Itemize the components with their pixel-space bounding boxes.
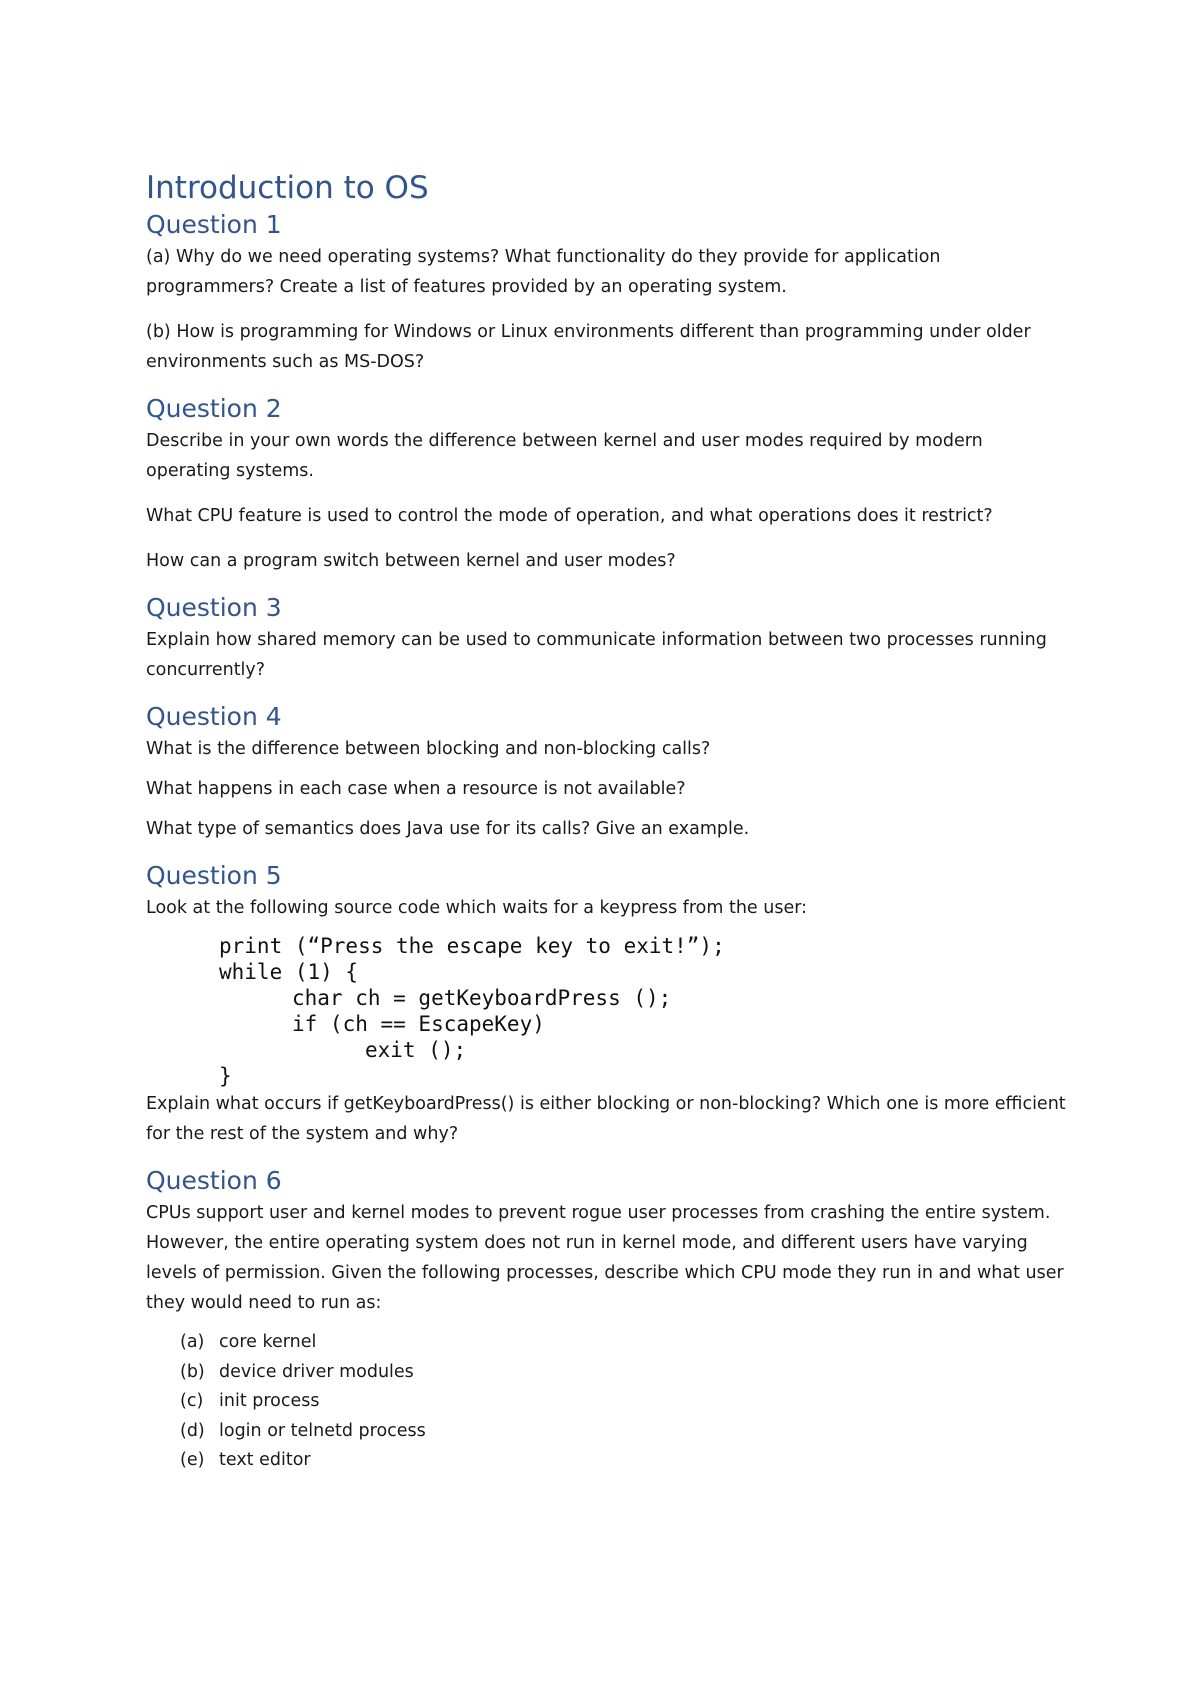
question-2-paragraph: Describe in your own words the difference between kernel and user modes required by modern operating systems. <box>146 431 983 481</box>
question-4-paragraph: What is the difference between blocking and non-blocking calls? <box>146 739 711 759</box>
question-6-intro: CPUs support user and kernel modes to prevent rogue user processes from crashing the entire system. However, the entire operating system does not run in kernel mode, and different users have varying levels of permission. Given the following processes, describe which CPU mode they run in and what user they would need to run as: <box>146 1203 1064 1313</box>
question-1-part-a: (a) Why do we need operating systems? What functionality do they provide for application programmers? Create a list of features provided by an operating system. <box>146 247 941 297</box>
code-line: exit (); <box>365 1038 467 1062</box>
list-item <box>180 1358 1066 1388</box>
question-3-heading: Question 3 <box>146 593 282 622</box>
list-item-text: login or telnetd process <box>219 1420 426 1441</box>
list-item-text: text editor <box>219 1450 311 1471</box>
question-5-heading: Question 5 <box>146 861 282 890</box>
question-1-part-b: (b) How is programming for Windows or Linux environments different than programming under older environments such as MS-DOS? <box>146 322 1031 372</box>
code-line: while (1) { <box>219 960 359 984</box>
code-block <box>146 933 1066 1089</box>
question-5-intro: Look at the following source code which waits for a keypress from the user: <box>146 898 808 918</box>
document-title: Introduction to OS <box>146 170 429 206</box>
process-list <box>146 1328 1066 1476</box>
question-5-outro: Explain what occurs if getKeyboardPress() is either blocking or non-blocking? Which one is more efficient for the rest of the system and why? <box>146 1094 1066 1144</box>
code-line: } <box>219 1064 232 1088</box>
question-4-paragraph: What happens in each case when a resource is not available? <box>146 779 686 799</box>
list-marker: (c) <box>180 1391 204 1412</box>
code-line: char ch = getKeyboardPress (); <box>292 986 672 1010</box>
question-1-section <box>146 208 1066 377</box>
code-line: print (“Press the escape key to exit!”); <box>219 934 725 958</box>
list-item <box>180 1417 1066 1447</box>
question-4-paragraph: What type of semantics does Java use for its calls? Give an example. <box>146 819 750 839</box>
question-1-heading: Question 1 <box>146 210 282 239</box>
list-item <box>180 1446 1066 1476</box>
list-marker: (e) <box>180 1450 205 1471</box>
list-marker: (d) <box>180 1420 205 1441</box>
question-4-section <box>146 700 1066 844</box>
question-6-heading: Question 6 <box>146 1166 282 1195</box>
list-item <box>180 1387 1066 1417</box>
list-marker: (a) <box>180 1332 205 1352</box>
list-item <box>180 1328 1066 1358</box>
question-6-section <box>146 1164 1066 1476</box>
question-5-section <box>146 859 1066 1149</box>
question-2-paragraph: What CPU feature is used to control the mode of operation, and what operations does it restrict? <box>146 506 993 526</box>
question-2-section <box>146 392 1066 576</box>
question-3-paragraph: Explain how shared memory can be used to communicate information between two processes running concurrently? <box>146 630 1047 680</box>
list-item-text: init process <box>219 1391 320 1412</box>
code-line: if (ch == EscapeKey) <box>292 1012 545 1036</box>
question-2-paragraph: How can a program switch between kernel and user modes? <box>146 551 676 571</box>
question-3-section <box>146 591 1066 685</box>
list-marker: (b) <box>180 1361 205 1382</box>
list-item-text: device driver modules <box>219 1361 414 1382</box>
question-4-heading: Question 4 <box>146 702 282 731</box>
document-content <box>146 168 1066 1476</box>
question-2-heading: Question 2 <box>146 394 282 423</box>
list-item-text: core kernel <box>219 1332 317 1352</box>
